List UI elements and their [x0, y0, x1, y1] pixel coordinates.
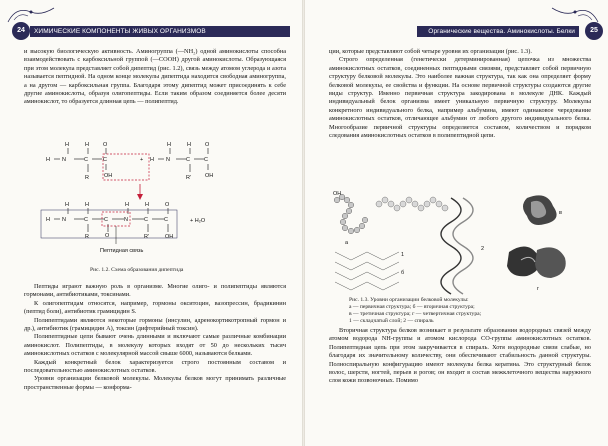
svg-text:H: H	[187, 142, 191, 148]
svg-text:O: O	[105, 233, 110, 239]
svg-text:R: R	[85, 234, 89, 240]
paragraph: и высокую биологическую активность. Аминогруппа (—NH₂) одной аминокислоты способна взаимодействовать с карбоксильной группой (—COOH) другой аминокислоты. Образующаяся при этом молекула представляет собой дипептид (рис. 1.2), связь между атомом углерода и азота называется пептидной. На одном конце молекулы дипептида находится свободная аминогруппа, а на другом — карбоксильная группа. Благодаря этому дипептид может присоединять к себе другие аминокислоты, образуя олигопептиды. Если таким образом соединяется более десяти аминокислот, то образуется длинная цепь — полипептид.	[24, 48, 286, 106]
svg-text:+ H₂O: + H₂O	[190, 218, 206, 224]
svg-text:O: O	[205, 142, 210, 148]
left-page	[0, 0, 303, 446]
svg-text:OH: OH	[104, 173, 113, 179]
left-text-bottom	[24, 283, 286, 392]
svg-text:H: H	[46, 217, 50, 223]
svg-text:R': R'	[144, 234, 150, 240]
svg-text:C: C	[186, 157, 190, 163]
dipeptide-diagram	[40, 134, 270, 272]
svg-text:N: N	[62, 157, 66, 163]
svg-text:O: O	[165, 202, 170, 208]
figure-caption	[349, 297, 579, 325]
figure-letter: г	[537, 286, 540, 292]
svg-text:H: H	[167, 142, 171, 148]
protein-structure-figure	[331, 190, 589, 298]
svg-text:C: C	[103, 157, 107, 163]
right-text-bottom	[329, 327, 591, 386]
peptide-bond-label: Пептидная связь	[100, 248, 144, 254]
right-text-top	[329, 48, 591, 140]
svg-text:OH: OH	[333, 191, 342, 197]
svg-text:C: C	[164, 217, 168, 223]
svg-text:+: +	[140, 157, 144, 163]
corner-ornament	[550, 4, 600, 24]
svg-text:R: R	[85, 175, 89, 181]
svg-text:C: C	[204, 157, 208, 163]
running-header: ХИМИЧЕСКИЕ КОМПОНЕНТЫ ЖИВЫХ ОРГАНИЗМОВ	[30, 26, 290, 37]
svg-text:H: H	[46, 157, 50, 163]
svg-text:2: 2	[481, 246, 485, 252]
svg-text:H: H	[150, 157, 154, 163]
paragraph: Уровни организации белковой молекулы. Молекулы белков могут принимать различные пространственные формы — конформа-	[24, 375, 286, 391]
figure-caption: Рис. 1.2. Схема образования дипептида	[90, 267, 184, 273]
paragraph: Вторичная структура белков возникает в результате образования водородных связей между атомом водорода NH-группы и атомом кислорода CO-группы аминокислотных остатков. Полипептидная цепь при этом закручивается в спираль. Хотя водородные связи слабые, но благодаря их значительному количеству, они обеспечивают стабильность данной структуры. Полноспиральную конфигурацию имеют молекулы белка кератина. Это структурный белок волос, шерсти, ногтей, перьев и рогов; он входит в состав межклеточного вещества наружного слоя кожи позвоночных. Помимо	[329, 327, 591, 385]
paragraph: ции, которые представляют собой четыре уровня их организации (рис. 1.3).	[329, 48, 532, 55]
svg-text:OH: OH	[165, 234, 174, 240]
svg-text:H: H	[85, 142, 89, 148]
svg-text:1: 1	[401, 252, 405, 258]
paragraph: Полипептидами являются некоторые гормоны (инсулин, адренокортикотропный гормон и др.), антибиотик (грамицидин А), токсин (дифтерийный токсин).	[24, 316, 286, 333]
caption-title: Рис. 1.3. Уровни организации белковой молекулы:	[349, 297, 469, 303]
caption-line: а — первичная структура; б — вторичная структура;	[349, 304, 475, 310]
svg-text:H: H	[85, 202, 89, 208]
paragraph: Пептиды играют важную роль в организме. Многие олиго- и полипептиды являются гормонами, антибиотиками, токсинами.	[24, 283, 286, 299]
paragraph: Полипептидные цепи бывают очень длинными и включают самые различные комбинации аминокислот. Полипептиды, в молекулу которых входят от 50 до нескольких тысяч аминокислотных остатков с молекулярной массой свыше 6000, называются белками.	[24, 333, 286, 358]
svg-text:C: C	[84, 157, 88, 163]
paragraph: Строго определенная (генетически детерминированная) цепочка из множества аминокислотных остатков, соединенных пептидными связями, представляет собой первичную структуру белковой молекулы. Это наиболее важная структура, так как она определяет форму белковой молекулы, ее свойства и функции. На основе первичной структуры создаются другие виды структур. Именно первичная структура закодирована в молекуле ДНК. Каждый индивидуальный белок организма имеет уникальную первичную структуру. Молекулы конкретного индивидуального белка, например альбумина, имеют одинаковое чередование аминокислотных остатков, отличающее альбумин от любого другого индивидуального белка. Многообразие первичной структуры определяется составом, количеством и порядком следования аминокислотных остатков в полипептидной цепи.	[329, 56, 591, 140]
paragraph: К олигопептидам относятся, например, гормоны окситоцин, вазопрессин, брадикинин (пептид боли), антибиотик грамицидин S.	[24, 299, 286, 316]
svg-text:C: C	[104, 217, 108, 223]
svg-text:H: H	[125, 202, 129, 208]
svg-text:H: H	[65, 202, 69, 208]
corner-ornament	[6, 4, 56, 24]
page-number: 24	[12, 22, 30, 40]
svg-text:OH: OH	[205, 173, 214, 179]
running-header: Органические вещества. Аминокислоты. Белки	[417, 26, 579, 37]
figure-letter: б	[401, 270, 405, 276]
caption-line: в — третичная структура; г — четвертичная структура;	[349, 311, 482, 317]
figure-letter: а	[345, 240, 349, 246]
svg-text:C: C	[144, 217, 148, 223]
svg-text:N: N	[124, 217, 128, 223]
left-text-top	[24, 48, 286, 107]
svg-text:O: O	[103, 142, 108, 148]
page-number: 25	[585, 22, 603, 40]
right-page	[305, 0, 608, 446]
svg-text:R': R'	[186, 175, 192, 181]
svg-text:H: H	[65, 142, 69, 148]
caption-line: 1 — складчатый слой; 2 — спираль	[349, 318, 434, 324]
svg-text:C: C	[84, 217, 88, 223]
svg-text:H: H	[145, 202, 149, 208]
svg-text:N: N	[166, 157, 170, 163]
paragraph: Каждый конкретный белок характеризуется строго постоянным составом и последовательностью аминокислотных остатков.	[24, 358, 286, 375]
figure-letter: в	[559, 210, 562, 216]
svg-text:N: N	[62, 217, 66, 223]
